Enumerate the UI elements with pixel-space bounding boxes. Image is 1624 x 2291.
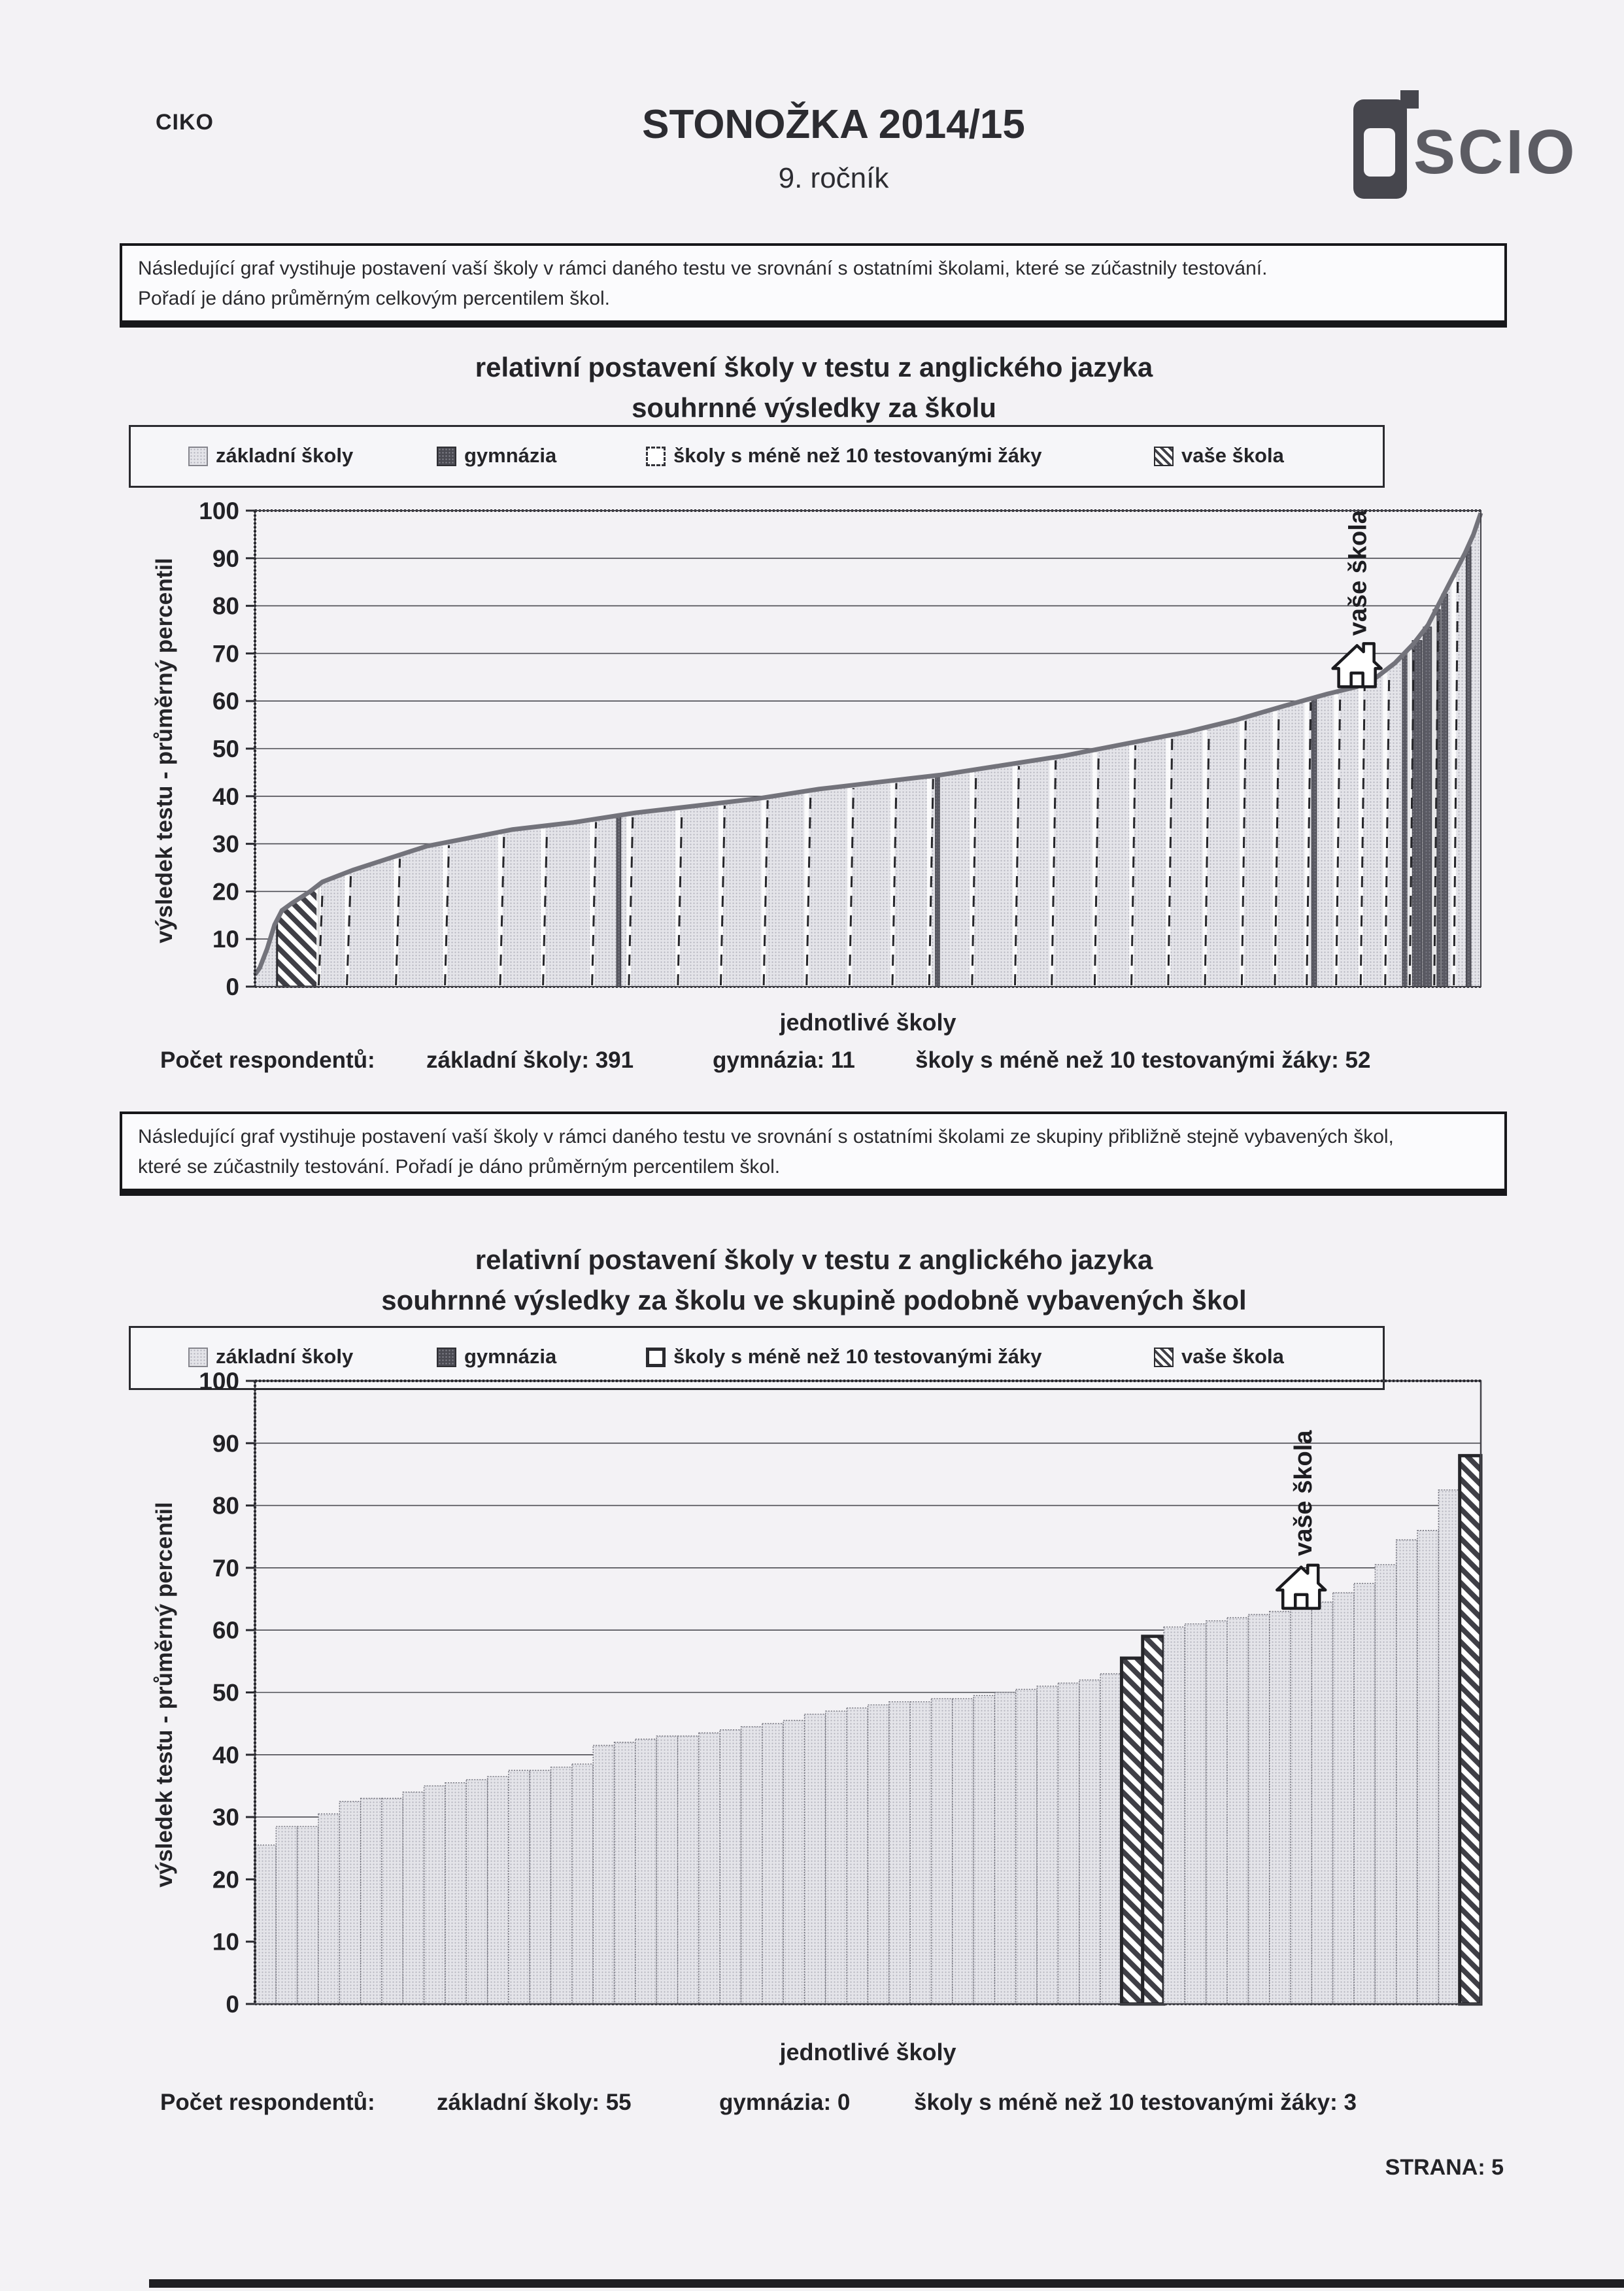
scio-logo-dot-icon [1400, 90, 1419, 109]
legend-item-vase-skola-2: vaše škola [1154, 1345, 1284, 1367]
vase-skola-swatch-icon [1154, 447, 1174, 466]
legend-item-gymnazia: gymnázia [437, 444, 556, 466]
page-number: STRANA: 5 [1385, 2155, 1504, 2180]
chart1-x-axis-label: jednotlivé školy [779, 1009, 956, 1036]
report-title: STONOŽKA 2014/15 [642, 102, 1025, 147]
svg-text:70: 70 [212, 640, 239, 668]
notice-2-line-2: které se zúčastnily testování. Pořadí je dáno průměrným percentilem škol. [138, 1156, 781, 1178]
chart1-area-plot [118, 487, 1530, 1043]
chart1-respondents-gymnazia: gymnázia: 11 [713, 1047, 855, 1073]
chart2-respondents-zakladni: základní školy: 55 [437, 2090, 632, 2115]
zakladni-skoly-swatch-icon [188, 447, 208, 466]
legend-item-zakladni-skoly: základní školy [188, 444, 353, 466]
svg-text:50: 50 [212, 1679, 239, 1706]
legend-item-male-skoly: školy s méně než 10 testovanými žáky [646, 444, 1041, 466]
svg-text:100: 100 [199, 498, 239, 524]
chart2-respondents-gymnazia: gymnázia: 0 [719, 2090, 851, 2115]
legend-item-zakladni-skoly-2: základní školy [188, 1345, 353, 1367]
chart1-respondents-prefix: Počet respondentů: [160, 1047, 375, 1073]
chart2-bar-plot [118, 1357, 1530, 2030]
gymnazia-swatch-icon [437, 447, 456, 466]
legend-item-gymnazia-2: gymnázia [437, 1345, 556, 1367]
svg-text:0: 0 [226, 974, 239, 1000]
scio-logo-hole [1364, 128, 1395, 177]
program-code: CIKO [156, 110, 214, 135]
chart2-subtitle: souhrnné výsledky za školu ve skupině podobně vybavených škol [381, 1285, 1247, 1315]
svg-text:50: 50 [212, 736, 239, 762]
legend-item-male-skoly-2: školy s méně než 10 testovanými žáky [646, 1345, 1041, 1367]
svg-text:60: 60 [212, 688, 239, 715]
svg-text:20: 20 [212, 878, 239, 906]
scio-logo-text: SCIO [1413, 117, 1578, 187]
svg-text:40: 40 [212, 1741, 239, 1769]
notice-box-2 [120, 1112, 1507, 1196]
chart1-respondents-zakladni: základní školy: 391 [426, 1047, 634, 1073]
svg-text:80: 80 [212, 1492, 239, 1519]
chart2-y-axis-label: výsledek testu - průměrný percentil [152, 1502, 177, 1888]
svg-text:30: 30 [212, 830, 239, 858]
svg-text:vaše škola: vaše škola [1290, 1430, 1318, 1556]
chart2-respondents-prefix: Počet respondentů: [160, 2090, 375, 2115]
svg-text:10: 10 [212, 1928, 239, 1956]
svg-text:60: 60 [212, 1617, 239, 1644]
svg-text:100: 100 [199, 1368, 239, 1395]
report-subtitle: 9. ročník [778, 162, 889, 194]
svg-text:10: 10 [212, 926, 239, 953]
notice-1-line-2: Pořadí je dáno průměrným celkovým percentilem škol. [138, 288, 610, 309]
chart1-subtitle: souhrnné výsledky za školu [632, 392, 996, 423]
chart2-respondents-small: školy s méně než 10 testovanými žáky: 3 [914, 2090, 1357, 2115]
svg-text:vaše škola: vaše škola [1344, 510, 1372, 636]
chart2-title: relativní postavení školy v testu z anglického jazyka [475, 1244, 1153, 1275]
chart1-legend [129, 425, 1385, 488]
chart2-x-axis-label: jednotlivé školy [779, 2039, 956, 2065]
svg-text:70: 70 [212, 1554, 239, 1582]
svg-text:0: 0 [226, 1991, 239, 2018]
svg-text:90: 90 [212, 545, 239, 572]
scan-edge-strip [149, 2279, 1624, 2288]
svg-text:30: 30 [212, 1804, 239, 1831]
chart1-respondents-small: školy s méně než 10 testovanými žáky: 52 [915, 1047, 1371, 1073]
chart1-y-axis-label: výsledek testu - průměrný percentil [152, 558, 177, 943]
chart1-title: relativní postavení školy v testu z anglického jazyka [475, 352, 1153, 382]
legend-item-vase-skola: vaše škola [1154, 444, 1284, 466]
svg-text:90: 90 [212, 1430, 239, 1457]
notice-2-line-1: Následující graf vystihuje postavení vaší školy v rámci daného testu ve srovnání s ostatními školami ze skupiny přibližně stejně vybavených škol, [138, 1126, 1394, 1147]
svg-text:40: 40 [212, 783, 239, 810]
male-skoly-swatch-icon [646, 447, 666, 466]
notice-box-1 [120, 243, 1507, 328]
svg-text:80: 80 [212, 592, 239, 620]
svg-text:20: 20 [212, 1866, 239, 1893]
notice-1-line-1: Následující graf vystihuje postavení vaší školy v rámci daného testu ve srovnání s ostatními školami, které se zúčastnily testování. [138, 258, 1268, 279]
